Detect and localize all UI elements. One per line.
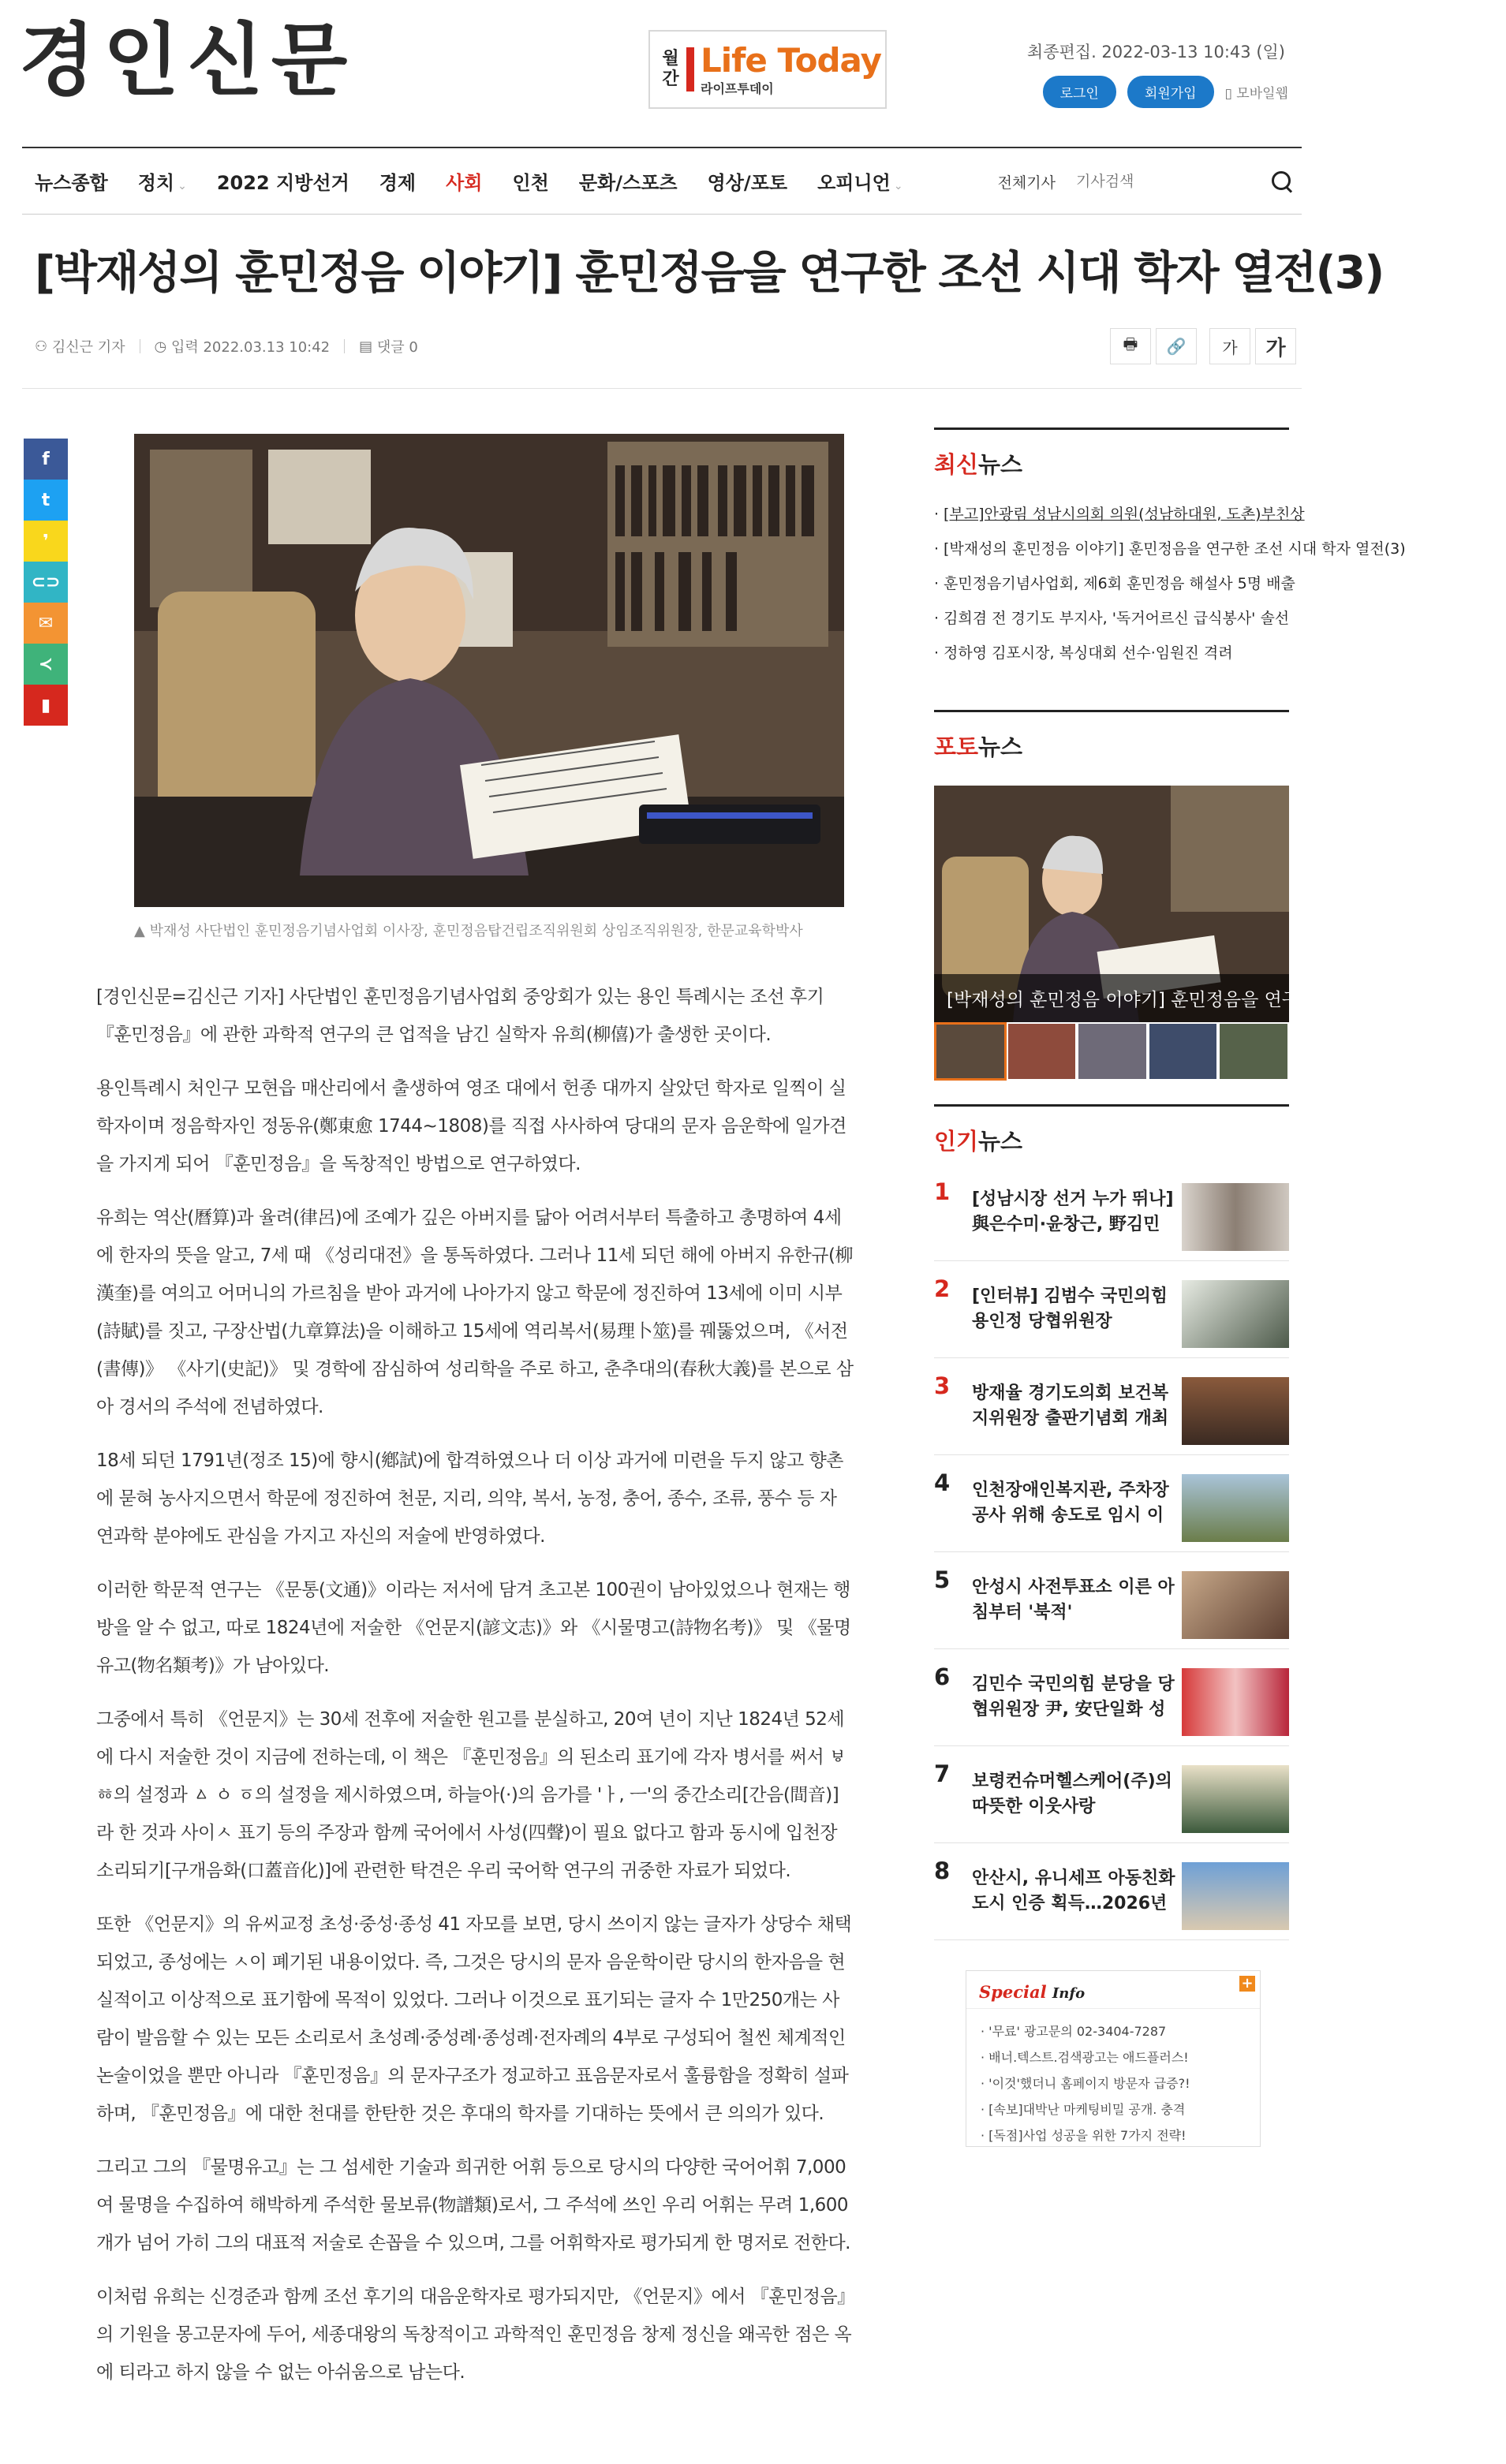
share-bar [24,439,68,726]
nav-item-politics[interactable] [138,167,187,195]
photo-thumbnail[interactable] [1148,1022,1219,1081]
comment-icon: ▤ [359,338,377,355]
latest-news-item[interactable]: · 김희겸 전 경기도 부지사, '독거어르신 급식봉사' 솔선 [934,601,1289,636]
popular-news-title: 보령컨슈머헬스케어(주)의 따뜻한 이웃사랑 [972,1771,1172,1816]
latest-news-item[interactable]: · [박재성의 훈민정음 이야기] 훈민정음을 연구한 조선 시대 학자 열전(3) [934,532,1289,566]
rank-number: 1 [934,1178,951,1205]
nav-item-society[interactable]: 사회 [446,172,483,194]
rank-number: 2 [934,1275,951,1302]
article-paragraph: 그리고 그의 『물명유고』는 그 섬세한 기술과 희귀한 어휘 등으로 당시의 다양한 국어어휘 7,000여 물명을 수집하여 해박하게 주석한 물보류(物譜類)로서, 그 주석에 쓰인 우리 어휘는 무려 1,600개가 넘어 가히 그의 대표적 저술로 손꼽을 수 있으며, 그를 어휘학자로 평가되게 한 명저로 전한다. [96,2157,850,2253]
signup-button[interactable]: 회원가입 [1127,76,1214,108]
link-icon[interactable]: ⊂⊃ [24,562,68,603]
photo-thumbnail[interactable] [1077,1022,1148,1081]
popular-news-thumbnail [1182,1765,1289,1833]
photo-news-caption[interactable]: [박재성의 훈민정음 이야기] 훈민정음을 연구한 조선 시대 학자 열전(3) [934,974,1289,1022]
popular-news-item[interactable] [934,1649,1289,1746]
main-nav [22,147,1302,215]
latest-news-item[interactable]: · 정하영 김포시장, 복싱대회 선수·임원진 격려 [934,636,1289,670]
photo-news-section [934,710,1506,1081]
special-info-item[interactable]: · '무료' 광고문의 02-3404-7287 [981,2024,1167,2039]
plus-icon[interactable]: + [1239,1976,1255,1992]
article-paragraph: 이러한 학문적 연구는 《문통(文通)》이라는 저서에 담겨 초고본 100권이 남아있었으나 현재는 행방을 알 수 없고, 따로 1824년에 저술한 《언문지(諺文志)》와 《시물명고(詩物名考)》 및 《물명유고(物名類考)》가 남아있다. [96,1580,851,1676]
photo-news-image[interactable] [934,786,1506,1022]
login-button[interactable]: 로그인 [1043,76,1116,108]
photo-caption: ▲ 박재성 사단법인 훈민정음기념사업회 이사장, 훈민정음탑건립조직위원회 상임조직위원장, 한문교육학박사 [134,923,803,939]
photo-news-heading: 포토뉴스 [934,710,1289,762]
nav-item-video-photo[interactable]: 영상/포토 [707,172,788,194]
person-icon: ⚇ [35,338,52,355]
article-meta [35,336,418,357]
special-info-box [966,1970,1261,2147]
search-input[interactable] [1076,173,1250,190]
popular-news-item[interactable] [934,1843,1289,1940]
rank-number: 8 [934,1857,951,1884]
popular-news-heading: 인기뉴스 [934,1104,1289,1156]
publish-date: 입력 2022.03.13 10:42 [170,339,331,356]
banner-subtitle: 라이프투데이 [701,80,774,96]
popular-news-thumbnail [1182,1668,1289,1736]
author-name[interactable]: 김신근 기자 [51,339,125,356]
mail-icon[interactable]: ✉ [24,603,68,644]
link-icon: 🔗 [1166,337,1186,356]
nav-item-opinion[interactable] [817,167,902,195]
nav-item-economy[interactable]: 경제 [379,172,417,194]
special-info-heading: Special Info [966,1971,1260,2009]
article-paragraph: 또한 《언문지》의 유씨교정 초성·중성·종성 41 자모를 보면, 당시 쓰이지 않는 글자가 상당수 채택되었고, 종성에는 ㅅ이 폐기된 내용이었다. 즉, 그것은 당시의 문자 음운학이란 당시의 한자음을 현실적이고 이상적으로 표기함에 목적이 있었다. 그러나 이것으로 표기되는 글자 수 1만250개는 사람이 발음할 수 있는 모든 소리로서 초성례·중성례·종성례·전자례의 4부로 구성되어 철씬 체계적인 논술이었을 뿐만 아니라 『훈민정음』의 문자구조가 정교하고 표음문자로서 훌륭함을 정확히 설파하며, 『훈민정음』에 대한 천대를 한탄한 것은 후대의 학자를 기대하는 뜻에서 큰 의의가 있다. [96,1914,852,2124]
site-logo[interactable]: 경인신문 [19,13,356,106]
article-paragraph: 그중에서 특히 《언문지》는 30세 전후에 저술한 원고를 분실하고, 20여 년이 지난 1824년 52세에 다시 저술한 것이 지금에 전하는데, 이 책은 『훈민정음』의 된소리 표기에 각자 병서를 써서 ㅸ ㆅ의 설정과 ㅿ ㆁ ㆆ의 설정을 제시하였으며, 하늘아(·)의 음가를 'ㅏ, ㅡ'의 중간소리[간음(間音)]라 한 것과 사이ㅅ 표기 등의 주장과 함께 국어에서 사성(四聲)이 필요 없다고 함과 동시에 입천장소리되기[구개음화(口蓋音化)]에 관련한 탁견은 우리 국어학 연구의 귀중한 자료가 되었다. [96,1709,846,1881]
nav-item-culture-sports[interactable]: 문화/스포츠 [578,172,678,194]
comment-count[interactable]: 댓글 0 [376,339,418,356]
copy-link-button[interactable] [1156,328,1197,364]
mobile-web-link[interactable]: ▯ 모바일웹 [1224,86,1288,102]
popular-news-thumbnail [1182,1183,1289,1251]
popular-news-title: 김민수 국민의힘 분당을 당협위원장 尹, 安단일화 성 [972,1674,1175,1719]
search-icon[interactable] [1270,170,1294,193]
chevron-down-icon: ⌄ [178,180,187,192]
popular-news-item[interactable] [934,1164,1289,1261]
photo-thumbnail[interactable] [1218,1022,1289,1081]
clock-icon: ◷ [154,338,171,355]
font-increase-button[interactable]: 가 [1255,328,1296,364]
rank-number: 7 [934,1760,951,1787]
popular-news-item[interactable] [934,1746,1289,1843]
banner-title: Life Today [701,40,881,80]
article-paragraph: 용인특례시 처인구 모현읍 매산리에서 출생하여 영조 대에서 헌종 대까지 살았던 학자로 일찍이 실학자이며 정음학자인 정동유(鄭東愈 1744~1808)를 직접 사사하여 당대의 문자 음운학에 일가견을 가지게 되어 『훈민정음』을 독창적인 방법으로 연구하였다. [96,1078,846,1174]
article-paragraph: 유희는 역산(曆算)과 율려(律呂)에 조예가 깊은 아버지를 닮아 어려서부터 특출하고 총명하여 4세에 한자의 뜻을 알고, 7세 때 《성리대전》을 통독하였다. 그러나 11세 되던 해에 아버지 유한규(柳漢奎)를 여의고 어머니의 가르침을 받아 과거에 나아가지 않고 학문에 정진하여 13세에 이미 시부(詩賦)를 짓고, 구장산법(九章算法)을 이해하고 15세에 역리복서(易理卜筮)를 꿰뚫었으며, 《서전(書傳)》 《사기(史記)》 및 경학에 잠심하여 성리학을 주로 하고, 춘추대의(春秋大義)를 본으로 삼아 경서의 주석에 전념하였다. [96,1208,854,1417]
popular-news-item[interactable] [934,1358,1289,1455]
popular-news-title: 안성시 사전투표소 이른 아침부터 '북적' [972,1577,1175,1622]
popular-news-section [934,1104,1289,1940]
popular-news-thumbnail [1182,1377,1289,1445]
latest-news-item[interactable]: · 훈민정음기념사업회, 제6회 훈민정음 해설사 5명 배출 [934,566,1289,601]
special-info-item[interactable]: · [독점]사업 성공을 위한 7가지 전략! [981,2128,1186,2143]
nav-item-label: 정치 [137,172,175,194]
latest-news-heading: 최신뉴스 [934,427,1289,480]
popular-news-title: [인터뷰] 김범수 국민의힘 용인정 당협위원장 [972,1286,1168,1331]
popular-news-thumbnail [1182,1280,1289,1348]
life-today-banner[interactable] [648,30,887,109]
share-icon[interactable]: ≺ [24,644,68,685]
article-body [96,978,854,2407]
special-info-item[interactable]: · [속보]대박난 마케팅비밀 공개. 충격 [981,2102,1186,2117]
nav-item-label: 오피니언 [817,172,891,194]
bookmark-icon[interactable]: ▮ [24,685,68,726]
banner-month-label: 월 간 [662,49,679,89]
article-title: [박재성의 훈민정음 이야기] 훈민정음을 연구한 조선 시대 학자 열전(3) [35,247,1384,299]
photo-thumbnails [934,1022,1289,1081]
latest-news-item[interactable]: · [부고]안광림 성남시의회 의원(성남하대원, 도촌)부친상 [934,497,1289,532]
rank-number: 3 [934,1372,951,1399]
nav-item-election[interactable]: 2022 지방선거 [216,172,349,194]
rank-number: 6 [934,1663,951,1690]
article-photo [134,434,844,907]
chevron-down-icon: ⌄ [893,180,903,192]
popular-news-title: [성남시장 선거 누가 뛰나] 與은수미·윤창근, 野김민 [972,1189,1174,1234]
kakaostory-icon[interactable]: ❜ [24,521,68,562]
print-button[interactable] [1110,328,1151,364]
divider [22,388,1302,389]
popular-news-item[interactable] [934,1261,1289,1358]
banner-bar [686,47,694,91]
popular-news-title: 방재율 경기도의회 보건복지위원장 출판기념회 개최 [972,1383,1169,1428]
rank-number: 4 [934,1469,951,1496]
popular-news-thumbnail [1182,1571,1289,1639]
photo-thumbnail[interactable] [1007,1022,1078,1081]
popular-news-item[interactable] [934,1455,1289,1552]
special-info-item[interactable]: · '이것'했더니 홈페이지 방문자 급증?! [981,2076,1190,2091]
article-paragraph: [경인신문=김신근 기자] 사단법인 훈민정음기념사업회 중앙회가 있는 용인 특례시는 조선 후기 『훈민정음』에 관한 과학적 연구의 큰 업적을 남긴 실학자 유희(柳僖)가 출생한 곳이다. [96,987,824,1045]
popular-news-title: 안산시, 유니세프 아동친화도시 인증 획득…2026년 [972,1869,1175,1913]
all-articles-link[interactable]: 전체기사 [997,174,1056,192]
article-paragraph: 18세 되던 1791년(정조 15)에 향시(鄕試)에 합격하였으나 더 이상 과거에 미련을 두지 않고 향촌에 묻혀 농사지으면서 학문에 정진하여 천문, 지리, 의약, 복서, 농정, 충어, 종수, 조류, 풍수 등 자연과학 분야에도 관심을 가지고 자신의 저술에 반영하였다. [96,1450,843,1547]
nav-item-news[interactable]: 뉴스종합 [35,172,108,194]
latest-news-section [934,427,1406,670]
photo-illustration [134,434,844,907]
popular-news-thumbnail [1182,1862,1289,1930]
print-icon: 🖶 [1123,334,1138,353]
article-paragraph: 이처럼 유희는 신경준과 함께 조선 후기의 대음운학자로 평가되지만, 《언문지》에서 『훈민정음』의 기원을 몽고문자에 두어, 세종대왕의 독창적이고 과학적인 훈민정음 창제 정신을 왜곡한 점은 옥에 티라고 하지 않을 수 없는 아쉬움으로 남는다. [96,2287,852,2383]
twitter-icon[interactable]: t [24,480,68,521]
nav-item-incheon[interactable]: 인천 [512,172,549,194]
photo-thumbnail[interactable] [934,1022,1007,1081]
last-edit-date: 최종편집. 2022-03-13 10:43 (일) [1026,43,1285,62]
font-decrease-button[interactable]: 가 [1209,328,1250,364]
facebook-icon[interactable]: f [24,439,68,480]
special-info-item[interactable]: · 배너.텍스트.검색광고는 애드플러스! [981,2050,1189,2065]
rank-number: 5 [934,1566,951,1593]
popular-news-item[interactable] [934,1552,1289,1649]
popular-news-title: 인천장애인복지관, 주차장 공사 위해 송도로 임시 이 [972,1480,1169,1525]
popular-news-thumbnail [1182,1474,1289,1542]
